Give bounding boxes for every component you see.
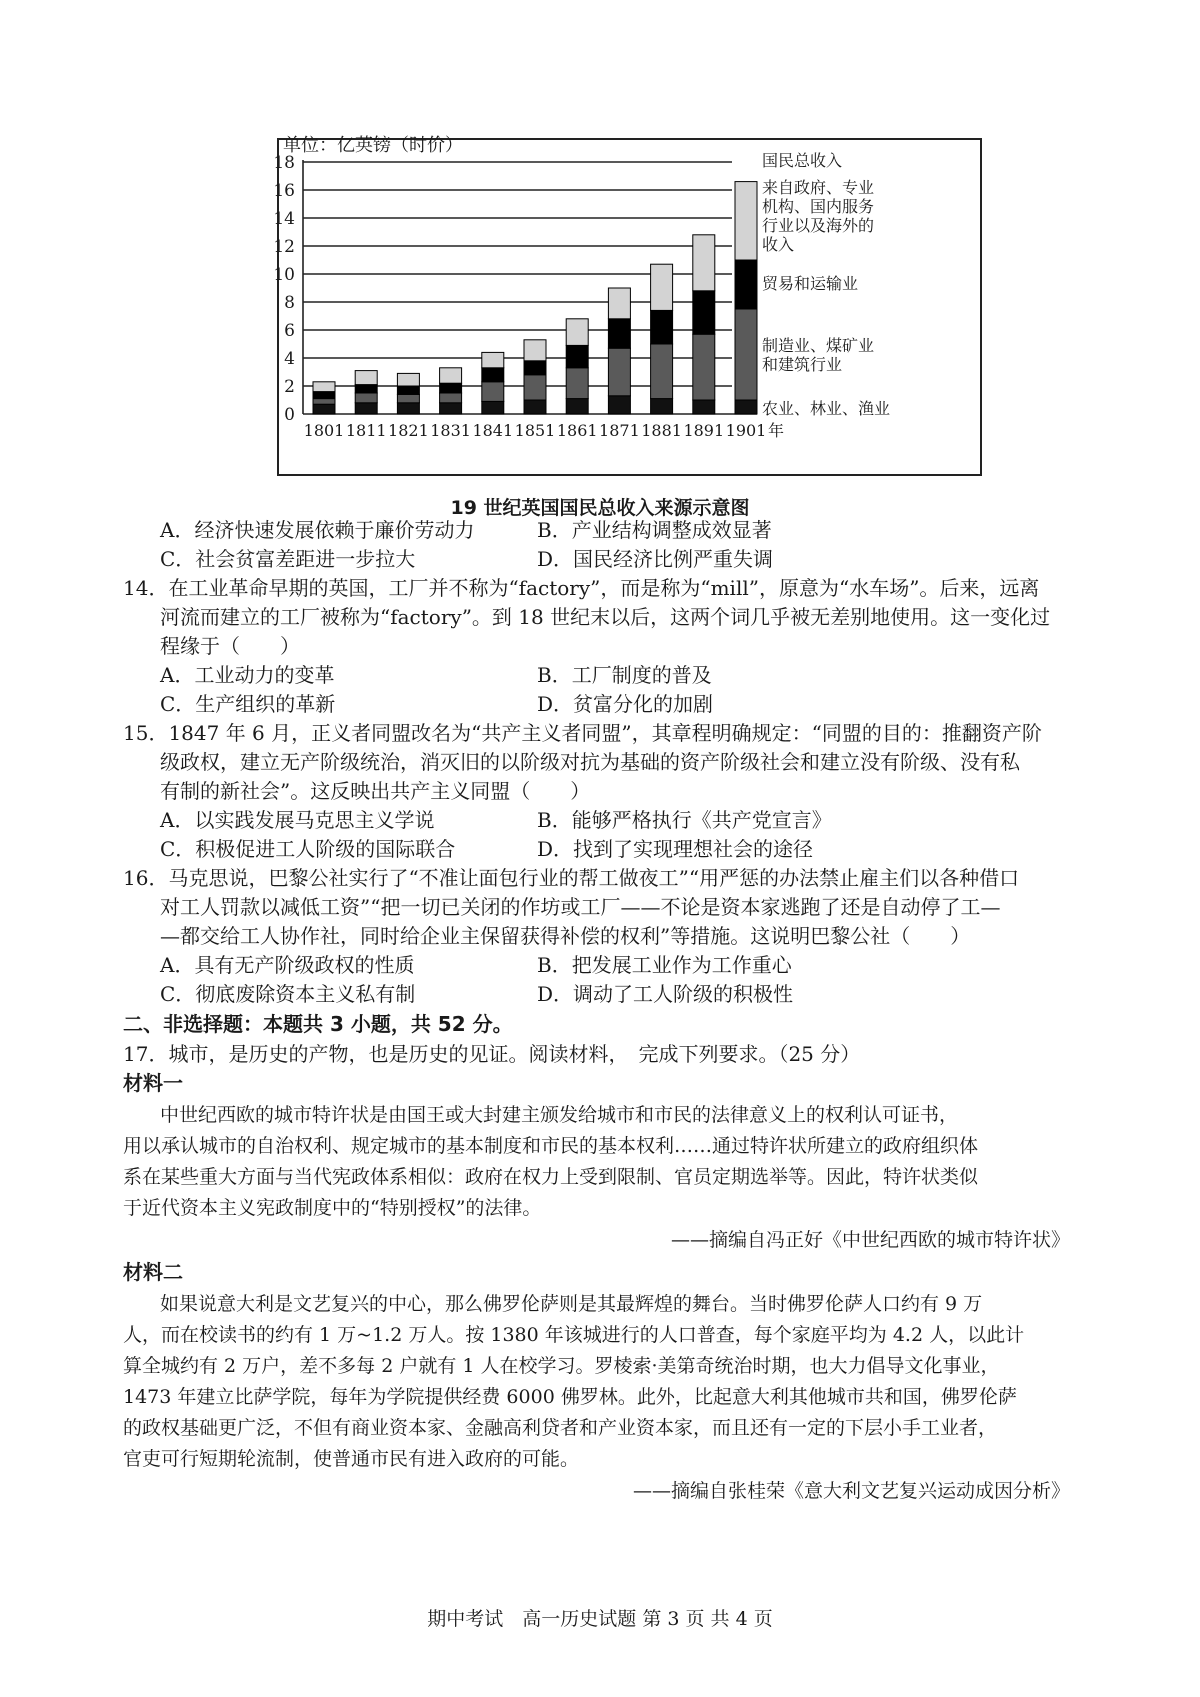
q16-option-c: C．彻底废除资本主义私有制 bbox=[160, 982, 416, 1006]
legend-total-income: 国民总收入 bbox=[762, 151, 843, 170]
legend-other-income: 机构、国内服务 bbox=[762, 197, 875, 216]
y-tick-label: 2 bbox=[284, 377, 295, 397]
bar-segment bbox=[440, 383, 462, 393]
material-1-line-4: 于近代资本主义宪政制度中的“特别授权”的法律。 bbox=[123, 1197, 542, 1219]
q15-option-a: A．以实践发展马克思主义学说 bbox=[160, 808, 435, 832]
y-tick-label: 4 bbox=[284, 349, 295, 369]
q16-option-b: B．把发展工业作为工作重心 bbox=[537, 953, 792, 977]
x-unit-label: 年 bbox=[768, 421, 785, 440]
bar-segment bbox=[440, 368, 462, 383]
q15-option-d: D．找到了实现理想社会的途径 bbox=[537, 837, 814, 861]
legend-agriculture: 农业、林业、渔业 bbox=[762, 399, 891, 418]
y-tick-label: 18 bbox=[273, 153, 295, 173]
q17-stem: 17．城市，是历史的产物，也是历史的见证。阅读材料， 完成下列要求。（25 分） bbox=[123, 1042, 861, 1066]
material-2-line-3: 算全城约有 2 万户，差不多每 2 户就有 1 人在校学习。罗棱索·美第奇统治时期，也大力倡导文化事业， bbox=[123, 1355, 1000, 1377]
material-1-source: ——摘编自冯正好《中世纪西欧的城市特许状》 bbox=[670, 1229, 1070, 1251]
income-chart-svg bbox=[273, 135, 980, 474]
x-tick-label: 1821 bbox=[388, 421, 429, 440]
bar-segment bbox=[482, 368, 504, 382]
q14-option-d: D．贫富分化的加剧 bbox=[537, 692, 714, 716]
q15-option-c: C．积极促进工人阶级的国际联合 bbox=[160, 837, 456, 861]
legend-manufacturing: 制造业、煤矿业 bbox=[762, 336, 875, 355]
y-tick-label: 14 bbox=[273, 209, 295, 229]
bar-segment bbox=[482, 401, 504, 414]
x-tick-label: 1861 bbox=[556, 421, 598, 440]
bar-segment bbox=[566, 399, 588, 414]
legend-other-income: 来自政府、专业 bbox=[762, 178, 875, 197]
bar-segment bbox=[651, 310, 673, 344]
x-tick-label: 1881 bbox=[641, 421, 682, 440]
chart-title: 单位：亿英镑（时价） bbox=[283, 135, 463, 156]
bar-segment bbox=[397, 373, 419, 386]
bar-segment bbox=[608, 319, 630, 348]
bar-segment bbox=[566, 368, 588, 399]
bar-segment bbox=[524, 361, 546, 375]
bar-segment bbox=[440, 403, 462, 414]
bar-segment bbox=[482, 352, 504, 367]
bar-segment bbox=[482, 382, 504, 402]
q14-line-1: 14．在工业革命早期的英国，工厂并不称为“factory”，而是称为“mill”，原意为“水车场”。后来，远离 bbox=[123, 576, 1040, 600]
bar-segment bbox=[355, 371, 377, 385]
x-tick-label: 1891 bbox=[683, 421, 725, 440]
y-tick-label: 8 bbox=[284, 293, 295, 313]
x-tick-label: 1901 bbox=[725, 421, 767, 440]
page-footer: 期中考试 高一历史试题 第 3 页 共 4 页 bbox=[427, 1608, 773, 1630]
q14-option-c: C．生产组织的革新 bbox=[160, 692, 336, 716]
y-tick-label: 0 bbox=[284, 405, 295, 425]
bar-segment bbox=[608, 396, 630, 414]
bar-segment bbox=[355, 385, 377, 393]
q16-line-2: 对工人罚款以减低工资”“把一切已关闭的作坊或工厂——不论是资本家逃跑了还是自动停了工— bbox=[160, 895, 1001, 919]
bar-segment bbox=[693, 400, 715, 414]
bar-segment bbox=[313, 404, 335, 414]
legend-other-income: 行业以及海外的 bbox=[762, 216, 875, 235]
material-1-line-1: 中世纪西欧的城市特许状是由国王或大封建主颁发给城市和市民的法律意义上的权利认可证书， bbox=[160, 1104, 959, 1126]
q13-option-a: A．经济快速发展依赖于廉价劳动力 bbox=[160, 518, 475, 542]
q14-line-3: 程缘于（ ） bbox=[160, 634, 300, 658]
y-tick-label: 12 bbox=[273, 237, 295, 257]
bar-segment bbox=[397, 394, 419, 402]
q14-option-a: A．工业动力的变革 bbox=[160, 663, 335, 687]
material-2-line-4: 1473 年建立比萨学院，每年为学院提供经费 6000 佛罗林。此外，比起意大利其他城市共和国，佛罗伦萨 bbox=[123, 1386, 1017, 1408]
q15-line-3: 有制的新社会”。这反映出共产主义同盟（ ） bbox=[160, 779, 591, 803]
x-tick-label: 1801 bbox=[303, 421, 345, 440]
bar-segment bbox=[693, 334, 715, 400]
q16-option-a: A．具有无产阶级政权的性质 bbox=[160, 953, 415, 977]
bar-segment bbox=[651, 344, 673, 399]
material-2-title: 材料二 bbox=[123, 1260, 183, 1284]
legend-other-income: 收入 bbox=[762, 235, 795, 254]
bar-segment bbox=[651, 264, 673, 310]
income-chart bbox=[273, 135, 982, 476]
q16-line-3: —都交给工人协作社，同时给企业主保留获得补偿的权利”等措施。这说明巴黎公社（ ） bbox=[160, 924, 971, 948]
bar-segment bbox=[735, 182, 757, 260]
bar-segment bbox=[313, 392, 335, 399]
q14-option-b: B．工厂制度的普及 bbox=[537, 663, 712, 687]
legend-trade-transport: 贸易和运输业 bbox=[762, 274, 859, 293]
q16-line-1: 16．马克思说，巴黎公社实行了“不准让面包行业的帮工做夜工”“用严惩的办法禁止雇主们以各种借口 bbox=[123, 866, 1020, 890]
bar-segment bbox=[313, 382, 335, 392]
bar-segment bbox=[440, 393, 462, 403]
bar-segment bbox=[608, 348, 630, 396]
material-2-source: ——摘编自张桂荣《意大利文艺复兴运动成因分析》 bbox=[632, 1480, 1070, 1502]
bar-segment bbox=[735, 260, 757, 309]
bar-segment bbox=[524, 375, 546, 400]
material-2-line-2: 人，而在校读书的约有 1 万~1.2 万人。按 1380 年该城进行的人口普查，每个家庭平均为 4.2 人，以此计 bbox=[123, 1324, 1025, 1346]
x-tick-label: 1831 bbox=[430, 421, 471, 440]
bar-segment bbox=[355, 403, 377, 414]
bar-segment bbox=[735, 400, 757, 414]
bar-segment bbox=[608, 288, 630, 319]
bar-segment bbox=[313, 399, 335, 405]
material-2-line-1: 如果说意大利是文艺复兴的中心，那么佛罗伦萨则是其最辉煌的舞台。当时佛罗伦萨人口约有 9 万 bbox=[160, 1293, 983, 1315]
q13-option-c: C．社会贫富差距进一步拉大 bbox=[160, 547, 416, 571]
y-tick-label: 6 bbox=[284, 321, 295, 341]
bar-segment bbox=[735, 309, 757, 400]
bar-segment bbox=[651, 399, 673, 414]
q16-option-d: D．调动了工人阶级的积极性 bbox=[537, 982, 794, 1006]
bar-segment bbox=[355, 393, 377, 403]
bar-segment bbox=[566, 345, 588, 367]
material-2-line-5: 的政权基础更广泛，不但有商业资本家、金融高利贷者和产业资本家，而且还有一定的下层小手工业者， bbox=[123, 1417, 998, 1439]
material-1-line-2: 用以承认城市的自治权利、规定城市的基本制度和市民的基本权利……通过特许状所建立的政府组织体 bbox=[123, 1135, 979, 1157]
y-tick-label: 16 bbox=[273, 181, 295, 201]
bar-segment bbox=[693, 291, 715, 334]
q13-option-d: D．国民经济比例严重失调 bbox=[537, 547, 774, 571]
y-tick-label: 10 bbox=[273, 265, 295, 285]
x-tick-label: 1851 bbox=[514, 421, 556, 440]
bar-segment bbox=[693, 235, 715, 291]
chart-caption: 19 世纪英国国民总收入来源示意图 bbox=[450, 497, 750, 519]
q15-line-2: 级政权，建立无产阶级统治，消灭旧的以阶级对抗为基础的资产阶级社会和建立没有阶级、没有私 bbox=[160, 750, 1020, 774]
bar-segment bbox=[524, 400, 546, 414]
x-tick-label: 1871 bbox=[599, 421, 640, 440]
q15-option-b: B．能够严格执行《共产党宣言》 bbox=[537, 808, 832, 832]
bar-segment bbox=[566, 319, 588, 346]
material-1-title: 材料一 bbox=[123, 1071, 183, 1095]
legend-manufacturing: 和建筑行业 bbox=[762, 355, 843, 374]
material-2-line-6: 官吏可行短期轮流制，使普通市民有进入政府的可能。 bbox=[123, 1448, 580, 1470]
x-tick-label: 1811 bbox=[345, 421, 387, 440]
bar-segment bbox=[397, 403, 419, 414]
bar-segment bbox=[397, 386, 419, 394]
bar-segment bbox=[524, 340, 546, 361]
section-2-heading: 二、非选择题：本题共 3 小题，共 52 分。 bbox=[123, 1012, 513, 1036]
x-tick-label: 1841 bbox=[472, 421, 514, 440]
q14-line-2: 河流而建立的工厂被称为“factory”。到 18 世纪末以后，这两个词几乎被无差别地使用。这一变化过 bbox=[160, 605, 1051, 629]
q13-option-b: B．产业结构调整成效显著 bbox=[537, 518, 772, 542]
q15-line-1: 15．1847 年 6 月，正义者同盟改名为“共产主义者同盟”，其章程明确规定：“同盟的目的：推翻资产阶 bbox=[123, 721, 1042, 745]
material-1-line-3: 系在某些重大方面与当代宪政体系相似：政府在权力上受到限制、官员定期选举等。因此，特许状类似 bbox=[123, 1166, 979, 1188]
